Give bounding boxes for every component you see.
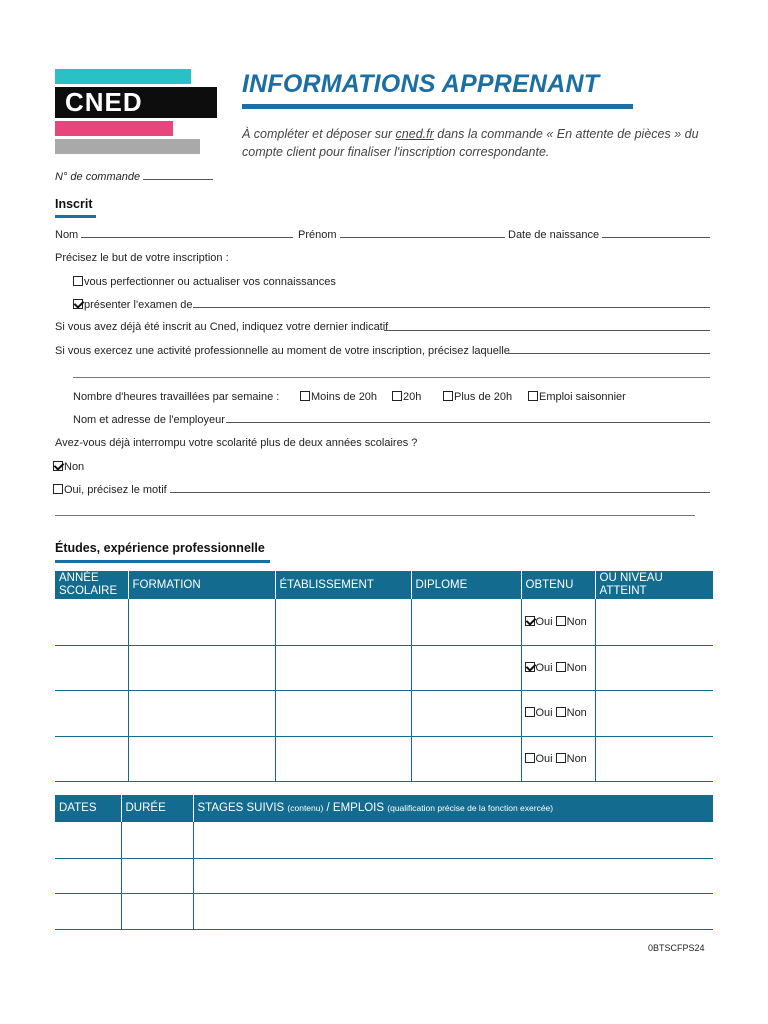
cell-annee[interactable] xyxy=(55,736,128,781)
cell-etablissement[interactable] xyxy=(275,690,411,736)
checkbox-obtenu-oui[interactable] xyxy=(525,707,535,717)
section-title-etudes: Études, expérience professionnelle xyxy=(55,541,265,555)
cell-dates[interactable] xyxy=(55,858,121,893)
header-etablissement: ÉTABLISSEMENT xyxy=(275,571,411,599)
indicatif-field[interactable] xyxy=(384,321,710,331)
logo-grey-bar xyxy=(55,139,200,154)
cell-duree[interactable] xyxy=(121,858,193,893)
cell-obtenu: Oui Non xyxy=(521,645,595,690)
cell-annee[interactable] xyxy=(55,690,128,736)
checkbox-obtenu-non[interactable] xyxy=(556,707,566,717)
cell-niveau[interactable] xyxy=(595,736,713,781)
cell-obtenu: Oui Non xyxy=(521,599,595,645)
section-title-inscrit: Inscrit xyxy=(55,197,93,211)
stages-table xyxy=(55,795,713,930)
activite-pro-line-2[interactable] xyxy=(73,377,710,378)
section-rule-etudes xyxy=(55,560,270,563)
checkbox-20h[interactable] xyxy=(392,391,402,401)
cell-diplome[interactable] xyxy=(411,690,521,736)
header-dates: DATES xyxy=(55,795,121,822)
checkbox-obtenu-non[interactable] xyxy=(556,753,566,763)
heures-option-20h[interactable]: 20h xyxy=(392,390,421,404)
table-row xyxy=(55,858,713,893)
option-oui-motif[interactable]: Oui, précisez le motif xyxy=(53,483,167,497)
interruption-question: Avez-vous déjà interrompu votre scolarité plus de deux années scolaires ? xyxy=(55,437,418,449)
table-row xyxy=(55,599,713,645)
table-row xyxy=(55,690,713,736)
motif-line-2[interactable] xyxy=(55,515,695,516)
activite-pro-label: Si vous exercez une activité professionnelle au moment de votre inscription, précisez laquelle xyxy=(55,345,510,357)
nom-field[interactable]: Nom xyxy=(55,228,293,242)
cned-link[interactable]: cned.fr xyxy=(395,127,434,141)
checkbox-moins-20h[interactable] xyxy=(300,391,310,401)
checkbox-obtenu-non[interactable] xyxy=(556,616,566,626)
section-rule-inscrit xyxy=(55,215,96,218)
option-examen[interactable]: présenter l'examen de xyxy=(73,298,193,312)
cell-niveau[interactable] xyxy=(595,599,713,645)
but-question: Précisez le but de votre inscription : xyxy=(55,252,229,264)
header-duree: DURÉE xyxy=(121,795,193,822)
cell-annee[interactable] xyxy=(55,645,128,690)
logo-pink-bar xyxy=(55,121,173,136)
header-stages: STAGES SUIVIS (contenu) / EMPLOIS (qualification précise de la fonction exercée) xyxy=(193,795,713,822)
order-number-field[interactable]: N° de commande xyxy=(55,170,213,183)
checkbox-non[interactable] xyxy=(53,461,63,471)
deja-inscrit-label: Si vous avez déjà été inscrit au Cned, indiquez votre dernier indicatif xyxy=(55,321,389,333)
heures-option-plus-20h[interactable]: Plus de 20h xyxy=(443,390,512,404)
cell-annee[interactable] xyxy=(55,599,128,645)
checkbox-saisonnier[interactable] xyxy=(528,391,538,401)
cell-formation[interactable] xyxy=(128,690,275,736)
cell-stages[interactable] xyxy=(193,893,713,929)
naissance-field[interactable]: Date de naissance xyxy=(508,228,710,242)
title-underline xyxy=(242,104,633,109)
cell-niveau[interactable] xyxy=(595,690,713,736)
checkbox-obtenu-oui[interactable] xyxy=(525,616,535,626)
page-title: INFORMATIONS APPRENANT xyxy=(242,70,600,98)
employeur-field[interactable] xyxy=(226,413,710,423)
checkbox-obtenu-oui[interactable] xyxy=(525,662,535,672)
cell-duree[interactable] xyxy=(121,893,193,929)
cell-diplome[interactable] xyxy=(411,599,521,645)
cell-dates[interactable] xyxy=(55,893,121,929)
cell-obtenu: Oui Non xyxy=(521,736,595,781)
header-niveau: OU NIVEAU ATTEINT xyxy=(595,571,713,599)
heures-option-saisonnier[interactable]: Emploi saisonnier xyxy=(528,390,626,404)
header-formation: FORMATION xyxy=(128,571,275,599)
cell-dates[interactable] xyxy=(55,822,121,858)
cell-diplome[interactable] xyxy=(411,645,521,690)
cell-niveau[interactable] xyxy=(595,645,713,690)
cell-stages[interactable] xyxy=(193,822,713,858)
table-row xyxy=(55,822,713,858)
header-annee: ANNÉE SCOLAIRE xyxy=(55,571,128,599)
prenom-field[interactable]: Prénom xyxy=(298,228,505,242)
cell-formation[interactable] xyxy=(128,599,275,645)
option-non[interactable]: Non xyxy=(53,460,84,474)
cell-stages[interactable] xyxy=(193,858,713,893)
checkbox-oui-motif[interactable] xyxy=(53,484,63,494)
checkbox-obtenu-oui[interactable] xyxy=(525,753,535,763)
table-row xyxy=(55,736,713,781)
etudes-table xyxy=(55,571,713,782)
document-code: 0BTSCFPS24 xyxy=(648,943,705,953)
checkbox-examen[interactable] xyxy=(73,299,83,309)
cell-duree[interactable] xyxy=(121,822,193,858)
intro-text: À compléter et déposer sur cned.fr dans la commande « En attente de pièces » du compte client pour finaliser l'inscription correspondante. xyxy=(242,127,699,159)
cell-etablissement[interactable] xyxy=(275,599,411,645)
cell-etablissement[interactable] xyxy=(275,645,411,690)
heures-label: Nombre d'heures travaillées par semaine : xyxy=(73,391,280,403)
cell-formation[interactable] xyxy=(128,645,275,690)
table-row xyxy=(55,893,713,929)
header-diplome: DIPLOME xyxy=(411,571,521,599)
table-row xyxy=(55,645,713,690)
cell-formation[interactable] xyxy=(128,736,275,781)
cell-diplome[interactable] xyxy=(411,736,521,781)
checkbox-obtenu-non[interactable] xyxy=(556,662,566,672)
heures-option-moins-20h[interactable]: Moins de 20h xyxy=(300,390,377,404)
checkbox-perfectionner[interactable] xyxy=(73,276,83,286)
cell-etablissement[interactable] xyxy=(275,736,411,781)
logo-teal-bar xyxy=(55,69,191,84)
cned-logo: CNED xyxy=(55,87,217,118)
option-perfectionner[interactable]: vous perfectionner ou actualiser vos connaissances xyxy=(73,275,336,289)
examen-field[interactable] xyxy=(193,298,710,308)
checkbox-plus-20h[interactable] xyxy=(443,391,453,401)
employeur-label: Nom et adresse de l'employeur xyxy=(73,414,225,426)
cell-obtenu: Oui Non xyxy=(521,690,595,736)
motif-field[interactable] xyxy=(170,483,710,493)
header-obtenu: OBTENU xyxy=(521,571,595,599)
activite-pro-field[interactable] xyxy=(508,344,710,354)
